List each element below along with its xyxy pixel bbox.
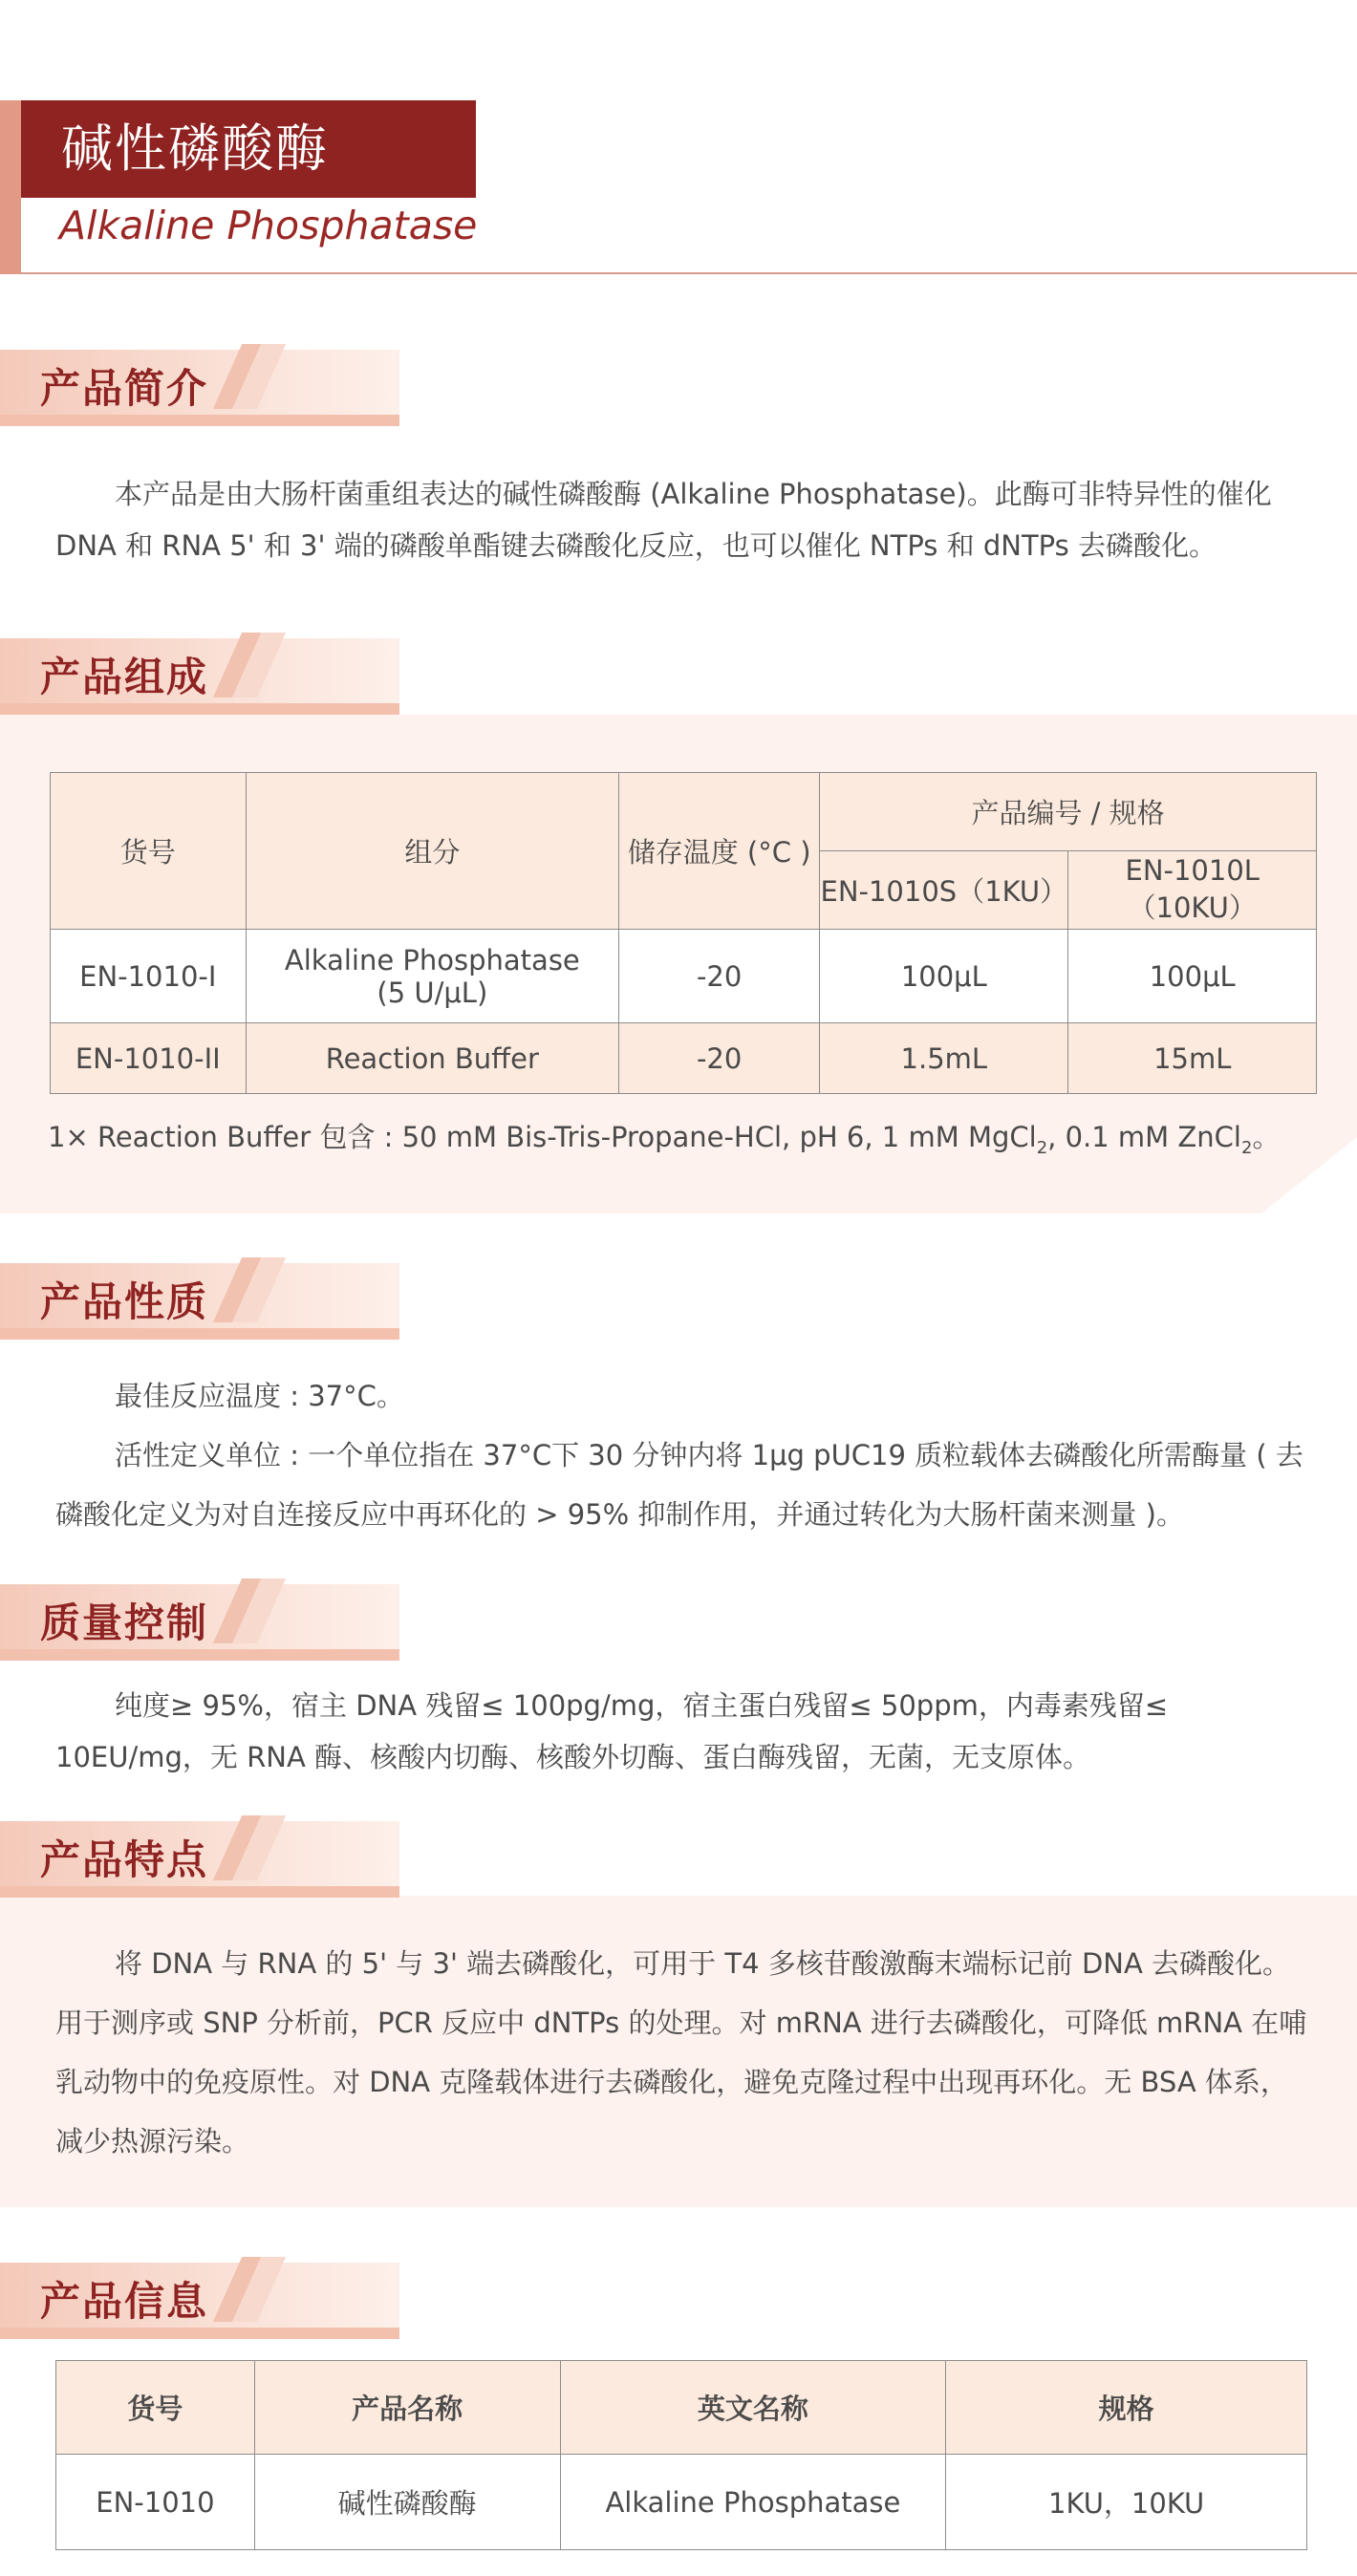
section-heading-intro: [0, 344, 411, 426]
section-title-intro: 产品简介: [40, 365, 209, 412]
cell-storage: -20: [619, 1023, 820, 1094]
table-row: [51, 930, 1317, 1023]
cell-component-sub: (5 U/μL): [377, 976, 488, 1009]
quality-text: 纯度≥ 95%，宿主 DNA 残留≤ 100pg/mg，宿主蛋白残留≤ 50ppm，内毒素残留≤ 10EU/mg，无 RNA 酶、核酸内切酶、核酸外切酶、蛋白酶残留，无菌，无支原体。: [55, 1689, 1169, 1773]
header-title-box: [21, 100, 476, 198]
properties-unit-def: 活性定义单位 : 一个单位指在 37°C下 30 分钟内将 1μg pUC19 质粒载体去磷酸化所需酶量 ( 去磷酸化定义为对自连接反应中再环化的 > 95% 抑制作用，并通过转化为大肠杆菌来测量 )。: [55, 1439, 1303, 1531]
buffer-note-text: 1× Reaction Buffer 包含 : 50 mM Bis-Tris-Propane-HCl, pH 6, 1 mM MgCl: [48, 1121, 1037, 1153]
section-title-features: 产品特点: [40, 1836, 209, 1883]
section-heading-properties: [0, 1257, 411, 1340]
header-divider: [21, 272, 1357, 274]
info-cell-spec: 1KU，10KU: [946, 2455, 1307, 2550]
cell-item-no: EN-1010-II: [51, 1023, 247, 1094]
composition-table: [50, 772, 1317, 1094]
product-info-table: [55, 2360, 1307, 2550]
info-cell-english: Alkaline Phosphatase: [560, 2455, 946, 2550]
section-title-quality: 质量控制: [40, 1599, 209, 1646]
section-title-info: 产品信息: [40, 2278, 209, 2325]
header-spec-s: EN-1010S（1KU）: [820, 851, 1068, 930]
page-title: 碱性磷酸酶: [61, 118, 329, 179]
cell-storage: -20: [619, 930, 820, 1023]
composition-header-row: [51, 773, 1317, 851]
table-row: [56, 2455, 1307, 2550]
cell-component: Reaction Buffer: [246, 1023, 619, 1094]
header-spec-l: EN-1010L（10KU）: [1068, 851, 1317, 930]
cell-item-no: EN-1010-I: [51, 930, 247, 1023]
page-subtitle: Alkaline Phosphatase: [59, 203, 478, 248]
buffer-note-sub: 2: [1036, 1137, 1048, 1158]
table-row: [51, 1023, 1317, 1094]
section-title-properties: 产品性质: [40, 1278, 209, 1325]
info-header-name: 产品名称: [254, 2361, 560, 2455]
buffer-note-sub: 2: [1240, 1137, 1253, 1158]
cell-component-name: Alkaline Phosphatase: [284, 943, 580, 977]
features-text: 将 DNA 与 RNA 的 5' 与 3' 端去磷酸化，可用于 T4 多核苷酸激酶末端标记前 DNA 去磷酸化。用于测序或 SNP 分析前，PCR 反应中 dNTPs 的处理。对 mRNA 进行去磷酸化，可降低 mRNA 在哺乳动物中的免疫原性。对 DNA 克隆载体进行去磷酸化，避免克隆过程中出现再环化。无 BSA 体系，减少热源污染。: [55, 1947, 1307, 2157]
section-heading-info: [0, 2257, 411, 2339]
header-storage: 储存温度 (°C ): [619, 773, 820, 930]
buffer-note-text: 。: [1252, 1121, 1281, 1153]
intro-text: 本产品是由大肠杆菌重组表达的碱性磷酸酶 (Alkaline Phosphatase)。此酶可非特异性的催化DNA 和 RNA 5' 和 3' 端的磷酸单酯键去磷酸化反应，也可以催化 NTPs 和 dNTPs 去磷酸化。: [55, 478, 1272, 562]
quality-paragraph: [55, 1680, 1307, 1783]
info-header-spec: 规格: [946, 2361, 1307, 2455]
info-header-item-no: 货号: [56, 2361, 255, 2455]
intro-paragraph: [55, 468, 1307, 571]
buffer-note: [48, 1116, 1280, 1158]
features-paragraph: [55, 1934, 1307, 2171]
section-heading-composition: [0, 633, 411, 715]
properties-temp: 最佳反应温度 : 37°C。: [115, 1380, 404, 1412]
section-heading-features: [0, 1815, 411, 1898]
cell-spec-l: 100μL: [1068, 930, 1317, 1023]
section-heading-quality: [0, 1578, 411, 1661]
cell-spec-s: 1.5mL: [820, 1023, 1068, 1094]
cell-component: [246, 930, 619, 1023]
header-spec-group: 产品编号 / 规格: [820, 773, 1317, 851]
info-cell-item-no: EN-1010: [56, 2455, 255, 2550]
section-title-composition: 产品组成: [40, 654, 209, 700]
header-accent-bar: [0, 100, 21, 274]
cell-spec-s: 100μL: [820, 930, 1068, 1023]
properties-paragraph: [55, 1366, 1307, 1544]
info-cell-name: 碱性磷酸酶: [254, 2455, 560, 2550]
info-header-english: 英文名称: [560, 2361, 946, 2455]
info-header-row: [56, 2361, 1307, 2455]
header-component: 组分: [246, 773, 619, 930]
header-item-no: 货号: [51, 773, 247, 930]
buffer-note-text: , 0.1 mM ZnCl: [1047, 1121, 1241, 1153]
cell-spec-l: 15mL: [1068, 1023, 1317, 1094]
